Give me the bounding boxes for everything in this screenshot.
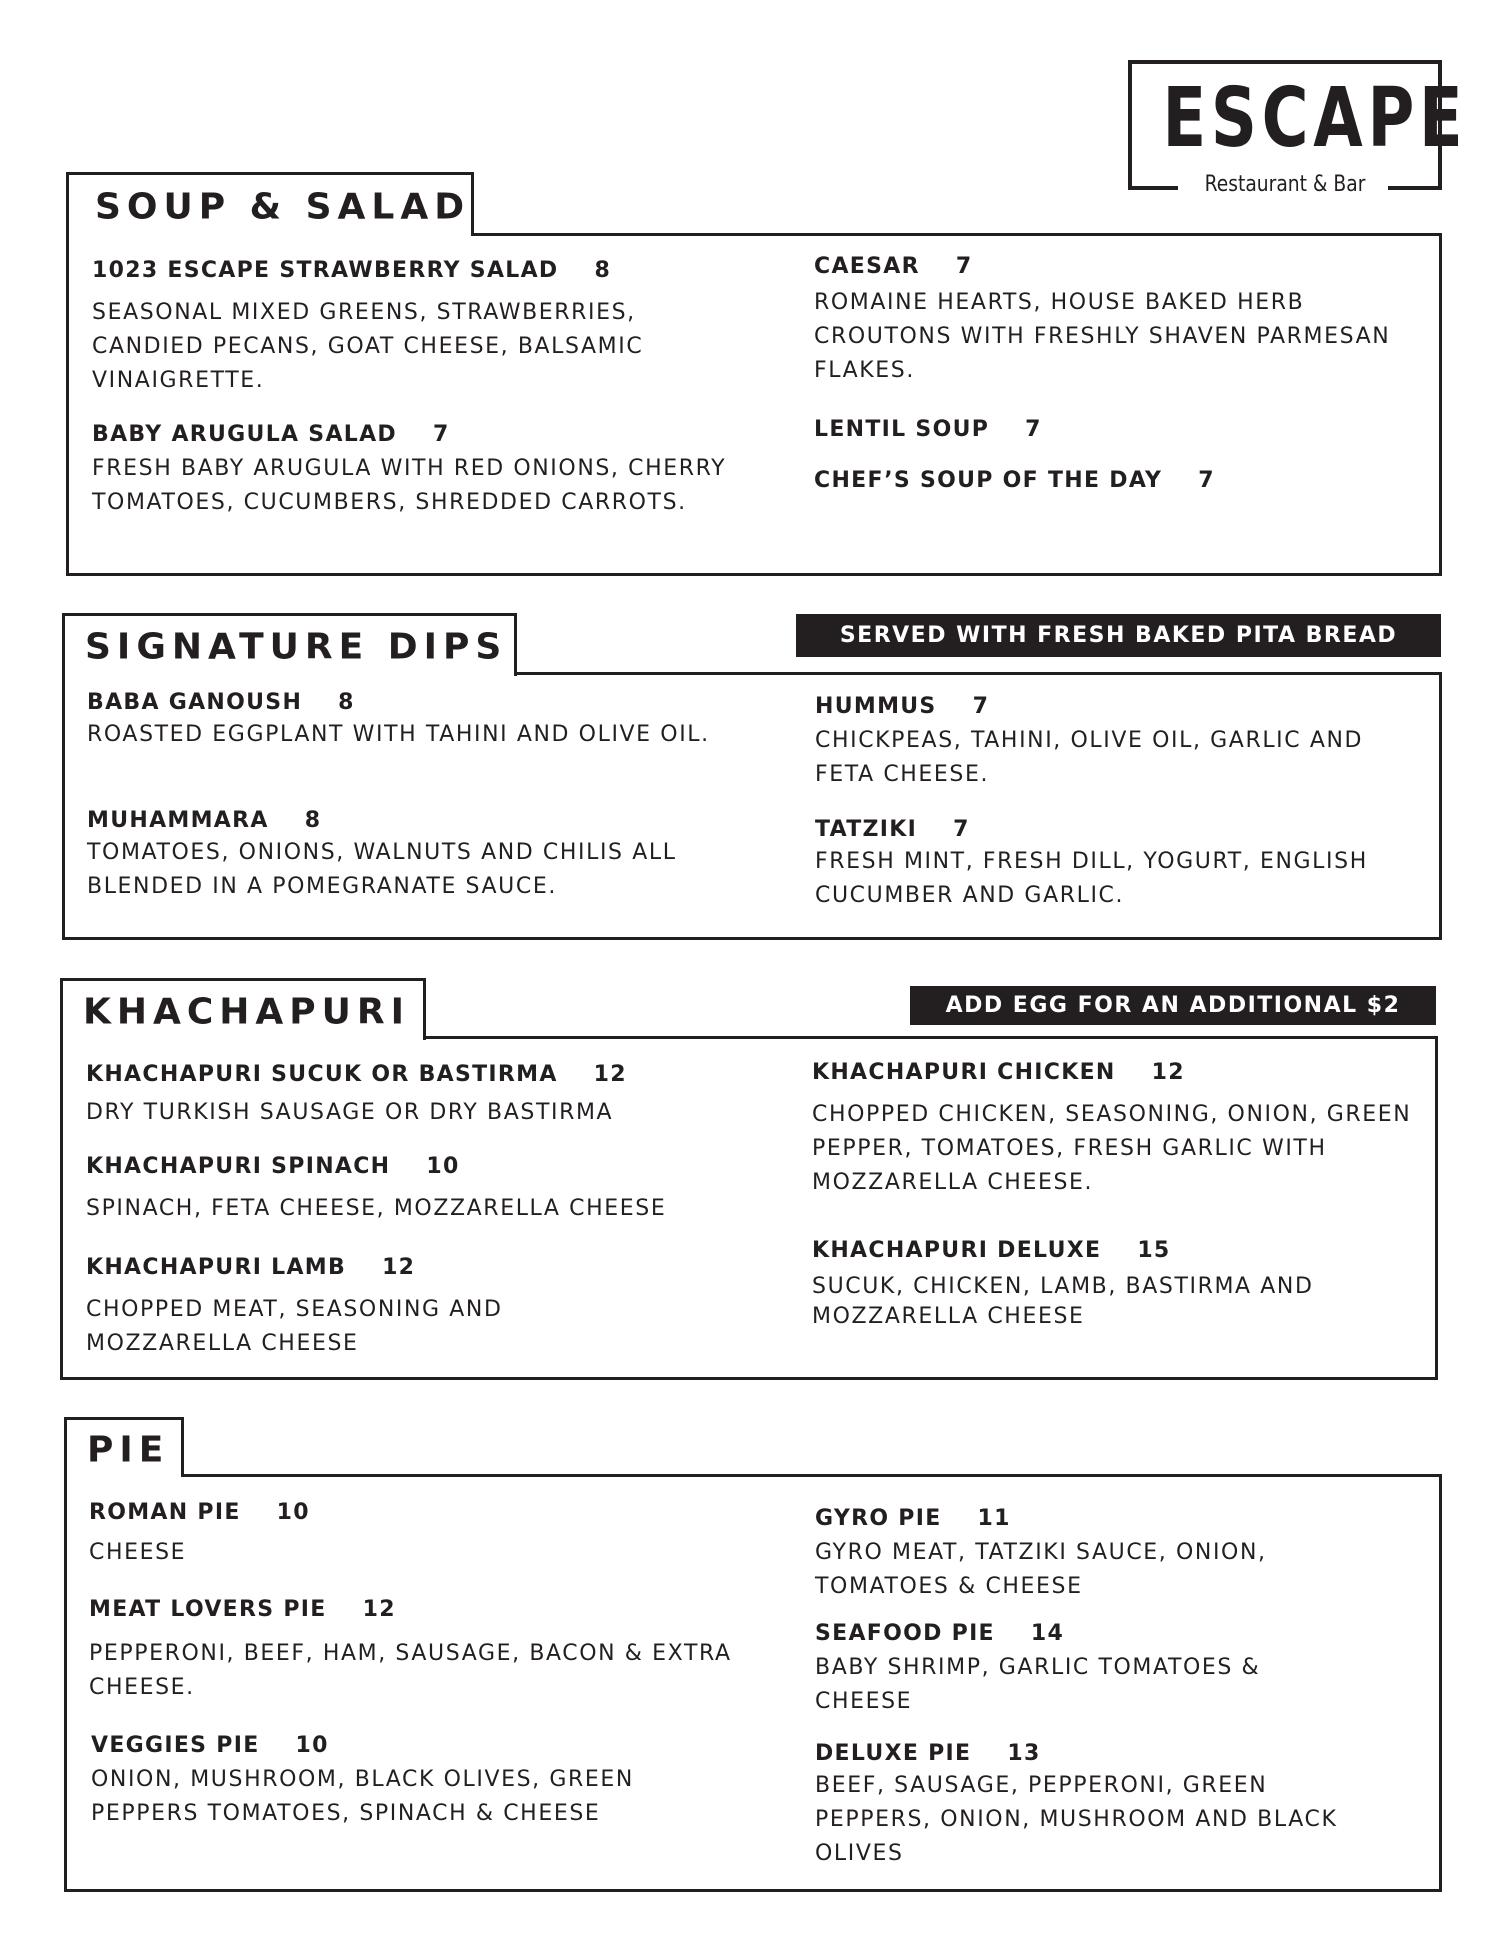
section-tab	[64, 1417, 184, 1477]
item-heading	[815, 1621, 1355, 1647]
item-price: 12	[382, 1255, 416, 1280]
item-heading	[814, 468, 1414, 494]
logo-title: ESCAPE	[1162, 71, 1468, 166]
item-name: HUMMUS	[815, 694, 937, 719]
item-name: ROMAN PIE	[89, 1500, 241, 1525]
item-price: 11	[977, 1506, 1011, 1531]
section-title: SOUP & SALAD	[95, 185, 471, 227]
section-tab	[62, 613, 517, 676]
item-name: KHACHAPURI SUCUK OR BASTIRMA	[86, 1062, 558, 1087]
item-price: 10	[426, 1154, 460, 1179]
item-heading	[92, 258, 752, 284]
item-name: KHACHAPURI DELUXE	[812, 1238, 1102, 1263]
item-heading	[89, 1597, 749, 1623]
item-heading	[87, 690, 767, 716]
menu-item	[812, 1238, 1412, 1332]
item-name: CAESAR	[814, 254, 920, 279]
item-description: DRY TURKISH SAUSAGE OR DRY BASTIRMA	[86, 1100, 614, 1126]
item-name: BABA GANOUSH	[87, 690, 303, 715]
item-name: CHEF’S SOUP OF THE DAY	[814, 468, 1163, 493]
item-name: TATZIKI	[815, 817, 918, 842]
item-price: 15	[1137, 1238, 1171, 1263]
item-description: CHICKPEAS, TAHINI, OLIVE OIL, GARLIC AND FETA CHEESE.	[815, 728, 1364, 788]
item-heading	[86, 1154, 786, 1180]
item-price: 13	[1007, 1741, 1041, 1766]
item-price: 14	[1030, 1621, 1065, 1646]
menu-item	[815, 694, 1375, 792]
item-description: PEPPERONI, BEEF, HAM, SAUSAGE, BACON & EXTRA CHEESE.	[89, 1641, 732, 1701]
item-heading	[92, 422, 772, 448]
item-description: FRESH MINT, FRESH DILL, YOGURT, ENGLISH CUCUMBER AND GARLIC.	[815, 849, 1368, 909]
item-name: MEAT LOVERS PIE	[89, 1597, 327, 1622]
menu-item	[91, 1733, 651, 1831]
item-description: SPINACH, FETA CHEESE, MOZZARELLA CHEESE	[86, 1196, 667, 1222]
item-price: 7	[433, 422, 450, 447]
item-price: 10	[276, 1500, 310, 1525]
item-heading	[815, 817, 1375, 843]
item-heading	[814, 254, 1414, 280]
item-price: 7	[1025, 417, 1042, 442]
section-tab	[60, 978, 426, 1040]
menu-item	[87, 690, 767, 752]
item-price: 7	[972, 694, 990, 719]
item-name: LENTIL SOUP	[814, 417, 990, 442]
menu-item	[92, 258, 752, 398]
item-heading	[89, 1500, 769, 1526]
item-price: 12	[362, 1597, 396, 1622]
item-name: DELUXE PIE	[815, 1741, 972, 1766]
item-price: 7	[955, 254, 973, 279]
section-title: KHACHAPURI	[83, 990, 411, 1032]
item-price: 12	[1151, 1060, 1185, 1085]
item-heading	[815, 694, 1375, 720]
item-description: BABY SHRIMP, GARLIC TOMATOES & CHEESE	[815, 1655, 1261, 1715]
item-name: KHACHAPURI SPINACH	[86, 1154, 391, 1179]
item-heading	[814, 417, 1414, 443]
menu-item	[87, 808, 787, 904]
item-price: 8	[304, 808, 322, 833]
item-name: KHACHAPURI LAMB	[86, 1255, 347, 1280]
item-heading	[86, 1255, 606, 1281]
menu-item	[812, 1060, 1422, 1200]
item-heading	[86, 1062, 766, 1088]
item-description: GYRO MEAT, TATZIKI SAUCE, ONION, TOMATOES & CHEESE	[815, 1540, 1267, 1600]
item-name: MUHAMMARA	[87, 808, 269, 833]
item-price: 8	[594, 258, 612, 283]
menu-item	[814, 417, 1414, 443]
item-description: CHOPPED MEAT, SEASONING AND MOZZARELLA CHEESE	[86, 1297, 503, 1357]
item-description: CHOPPED CHICKEN, SEASONING, ONION, GREEN PEPPER, TOMATOES, FRESH GARLIC WITH MOZZARELLA CHEESE.	[812, 1102, 1412, 1196]
menu-item	[815, 1621, 1355, 1719]
item-heading	[815, 1741, 1355, 1767]
menu-item	[814, 468, 1414, 494]
menu-item	[814, 254, 1414, 388]
item-name: 1023 ESCAPE STRAWBERRY SALAD	[92, 258, 559, 283]
item-price: 8	[338, 690, 355, 715]
item-description: BEEF, SAUSAGE, PEPPERONI, GREEN PEPPERS, ONION, MUSHROOM AND BLACK OLIVES	[815, 1773, 1338, 1867]
item-description: SUCUK, CHICKEN, LAMB, BASTIRMA AND MOZZARELLA CHEESE	[812, 1274, 1314, 1330]
item-heading	[91, 1733, 651, 1759]
item-description: ONION, MUSHROOM, BLACK OLIVES, GREEN PEPPERS TOMATOES, SPINACH & CHEESE	[91, 1767, 634, 1827]
section-banner: ADD EGG FOR AN ADDITIONAL $2	[910, 986, 1436, 1025]
menu-item	[89, 1500, 769, 1570]
item-description: ROMAINE HEARTS, HOUSE BAKED HERB CROUTONS WITH FRESHLY SHAVEN PARMESAN FLAKES.	[814, 290, 1391, 384]
item-name: KHACHAPURI CHICKEN	[812, 1060, 1116, 1085]
item-name: GYRO PIE	[815, 1506, 942, 1531]
item-heading	[812, 1238, 1412, 1264]
restaurant-logo	[1128, 60, 1468, 197]
item-description: FRESH BABY ARUGULA WITH RED ONIONS, CHERRY TOMATOES, CUCUMBERS, SHREDDED CARROTS.	[92, 456, 727, 516]
item-price: 10	[295, 1733, 329, 1758]
logo-subtitle: Restaurant & Bar	[1198, 172, 1372, 197]
item-description: CHEESE	[89, 1540, 187, 1566]
item-heading	[815, 1506, 1355, 1532]
menu-item	[815, 1506, 1355, 1604]
item-description: ROASTED EGGPLANT WITH TAHINI AND OLIVE OIL.	[87, 722, 710, 748]
section-title: SIGNATURE DIPS	[85, 626, 508, 668]
menu-item	[815, 817, 1375, 913]
item-price: 7	[1198, 468, 1215, 493]
item-price: 12	[593, 1062, 627, 1087]
menu-item	[89, 1597, 749, 1705]
item-name: VEGGIES PIE	[91, 1733, 260, 1758]
item-name: SEAFOOD PIE	[815, 1621, 995, 1646]
menu-item	[86, 1255, 606, 1361]
section-banner: SERVED WITH FRESH BAKED PITA BREAD	[796, 614, 1441, 657]
item-description: TOMATOES, ONIONS, WALNUTS AND CHILIS ALL BLENDED IN A POMEGRANATE SAUCE.	[87, 840, 677, 900]
menu-item	[815, 1741, 1355, 1871]
item-price: 7	[953, 817, 970, 842]
logo-subtitle-wrap	[1152, 174, 1419, 196]
menu-item	[92, 422, 772, 520]
menu-item	[86, 1062, 766, 1130]
item-description: SEASONAL MIXED GREENS, STRAWBERRIES, CANDIED PECANS, GOAT CHEESE, BALSAMIC VINAIGRETTE.	[92, 300, 644, 394]
section-title: PIE	[87, 1428, 170, 1470]
menu-item	[86, 1154, 786, 1226]
item-heading	[812, 1060, 1422, 1086]
item-name: BABY ARUGULA SALAD	[92, 422, 397, 447]
item-heading	[87, 808, 787, 834]
section-tab	[66, 172, 474, 236]
